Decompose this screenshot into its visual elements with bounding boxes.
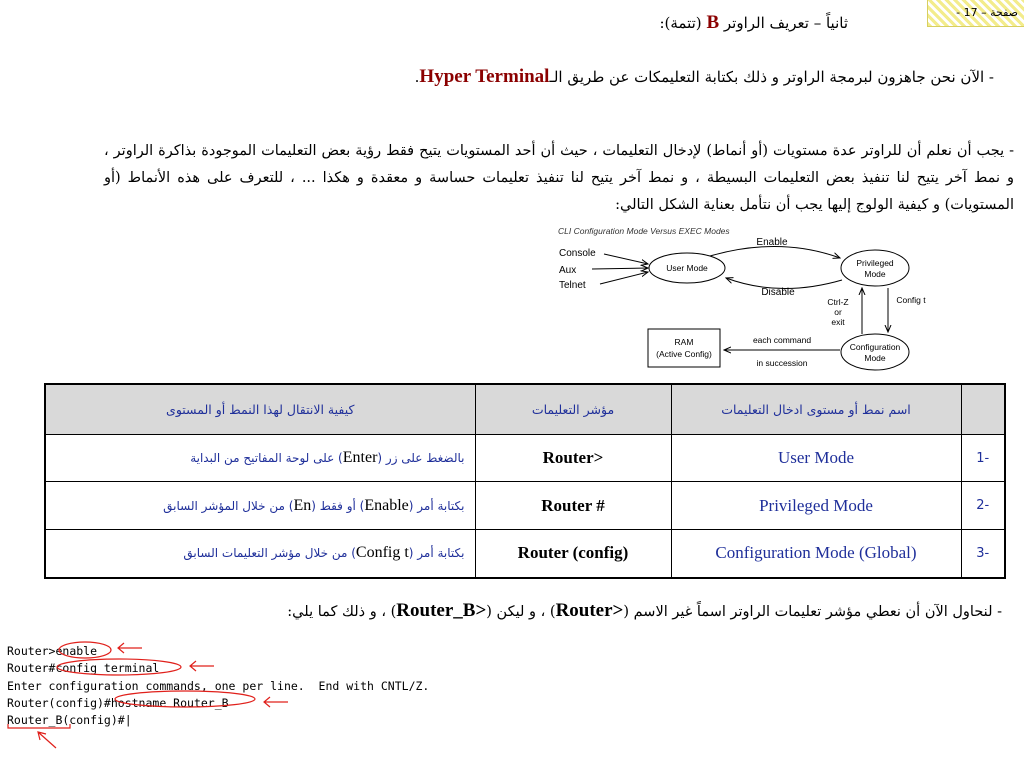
configt-label: Config t <box>896 295 926 305</box>
row-num: -1 <box>961 435 1005 482</box>
how-part-a: بالضغط على زر ( <box>377 451 465 466</box>
explanation-paragraph: - يجب أن نعلم أن للراوتر عدة مستويات (أو أنماط) لإدخال التعليمات ، حيث أن أحد المستويات يتيح فقط رؤية بعض التعليمات الموجودة بذاكرة الراوتر ، و نمط آخر يتيح لنا تنفيذ بعض التعليمات البسيطة ، و نمط آخر يتيح لنا تنفيذ تعليمات حساسة و معقدة و هكذا ... ، للتعرف على هذه الأنماط (أو المستويات) و كيفية الولوج إليها يجب أن نتأمل بعناية الشكل التالي: <box>104 143 1014 213</box>
input-aux: Aux <box>559 265 577 276</box>
how-keyword: Config t <box>355 544 409 562</box>
title-emph: B <box>706 12 720 33</box>
config-mode-label-2: Mode <box>864 353 886 363</box>
header-prompt: مؤشر التعليمات <box>475 384 671 435</box>
row-prompt <box>475 482 671 529</box>
arrow-hostname <box>264 697 288 707</box>
outro-part-c: ) ، و ذلك كما يلي: <box>287 604 397 620</box>
page-number: صفحة – 17 - <box>956 6 1018 19</box>
console-command: config terminal <box>55 661 160 676</box>
row-how <box>45 482 475 529</box>
arrow-enable <box>118 643 142 653</box>
how-part-b: ) من خلال مؤشر التعليمات السابق <box>183 546 356 561</box>
row-mode: Privileged Mode <box>671 482 961 529</box>
table-row <box>45 435 1005 482</box>
arrow-config-terminal <box>190 661 214 671</box>
row-mode: Configuration Mode (Global) <box>671 529 961 578</box>
intro-end: . <box>414 68 420 86</box>
ram-node <box>648 329 720 367</box>
ctrlz-label-2: or <box>834 307 842 317</box>
config-mode-label-1: Configuration <box>849 342 901 352</box>
each-command-label: each command <box>752 335 812 345</box>
page-number-tag <box>927 0 1024 27</box>
in-succession-label: in succession <box>756 358 808 368</box>
row-how <box>45 529 475 578</box>
console-output: Enter configuration commands, one per line. End with CNTL/Z. <box>7 678 430 693</box>
section-title <box>659 12 848 34</box>
header-num <box>961 384 1005 435</box>
row-mode: User Mode <box>671 435 961 482</box>
table-row <box>45 482 1005 529</box>
ctrlz-label-1: Ctrl-Z <box>827 297 849 307</box>
outro-line <box>287 600 1002 622</box>
input-telnet: Telnet <box>559 280 586 291</box>
enable-label: Enable <box>756 237 788 248</box>
privileged-mode-label-1: Privileged <box>856 258 894 268</box>
cli-modes-diagram <box>540 224 940 374</box>
user-mode-label: User Mode <box>666 263 708 273</box>
row-prompt-text: Router> <box>542 448 604 468</box>
console-prompt: Router# <box>7 661 56 676</box>
input-console: Console <box>559 248 596 259</box>
console-command: hostname Router_B <box>110 695 229 710</box>
table-header-row <box>45 384 1005 435</box>
header-mode: اسم نمط أو مستوى ادخال التعليمات <box>671 384 961 435</box>
title-suffix: (تتمة): <box>659 14 702 32</box>
how-part-a: بكتابة أمر ( <box>408 546 465 561</box>
table-row <box>45 529 1005 578</box>
terminal-transcript: Router>enable Router#config terminal Enter configuration commands, one per line. End with CNTL/Z. Router(config)#hostname Router_B Router_B(config)#| <box>7 644 430 728</box>
disable-label: Disable <box>761 287 795 298</box>
row-prompt <box>475 529 671 578</box>
outro-prompt-2: Router_B> <box>396 600 487 621</box>
row-num: -3 <box>961 529 1005 578</box>
how-part-c: ) من خلال المؤشر السابق <box>163 498 294 513</box>
arrow-result <box>38 732 56 748</box>
how-part-b: ) على لوحة المفاتيح من البداية <box>190 451 343 466</box>
privileged-mode-node <box>841 250 909 286</box>
how-keyword-2: En <box>293 496 312 514</box>
intro-emph: Hyper Terminal <box>419 66 550 87</box>
config-mode-node <box>841 334 909 370</box>
console-command: enable <box>55 644 98 658</box>
how-part-a: بكتابة أمر ( <box>408 498 465 513</box>
annotation-marks <box>0 636 320 768</box>
row-how <box>45 435 475 482</box>
diagram-title: CLI Configuration Mode Versus EXEC Modes <box>558 226 730 236</box>
row-prompt-text: Router # <box>541 495 605 515</box>
header-how: كيفية الانتقال لهذا النمط أو المستوى <box>45 384 475 435</box>
how-keyword: Enable <box>364 496 409 514</box>
circle-hostname <box>115 691 255 707</box>
outro-prompt-1: Router> <box>555 600 624 621</box>
privileged-mode-label-2: Mode <box>864 269 886 279</box>
circle-enable <box>59 642 111 658</box>
outro-part-a: - لنحاول الآن أن نعطي مؤشر تعليمات الراوتر اسماً غير الاسم ( <box>623 604 1002 620</box>
circle-config-terminal <box>57 659 181 675</box>
row-prompt <box>475 435 671 482</box>
console-prompt: Router(config)# <box>7 695 111 710</box>
console-prompt: Router> <box>7 644 56 658</box>
ram-label-1: RAM <box>674 337 694 347</box>
row-prompt-text: Router (config) <box>517 543 629 563</box>
how-keyword: Enter <box>342 449 378 467</box>
row-num: -2 <box>961 482 1005 529</box>
outro-part-b: ) ، و ليكن ( <box>486 604 556 620</box>
ram-label-2: (Active Config) <box>656 349 712 359</box>
underline-result <box>8 724 70 728</box>
title-text: ثانياً – تعريف الراوتر <box>723 14 848 32</box>
modes-table <box>44 383 1006 579</box>
console-prompt: Router_B(config)# <box>7 713 125 728</box>
ctrlz-label-3: exit <box>831 317 845 327</box>
how-part-b: ) أو فقط ( <box>311 498 365 513</box>
intro-line <box>415 66 994 88</box>
intro-text: - الآن نحن جاهزون لبرمجة الراوتر و ذلك بكتابة التعليمكات عن طريق الـ <box>549 68 994 86</box>
